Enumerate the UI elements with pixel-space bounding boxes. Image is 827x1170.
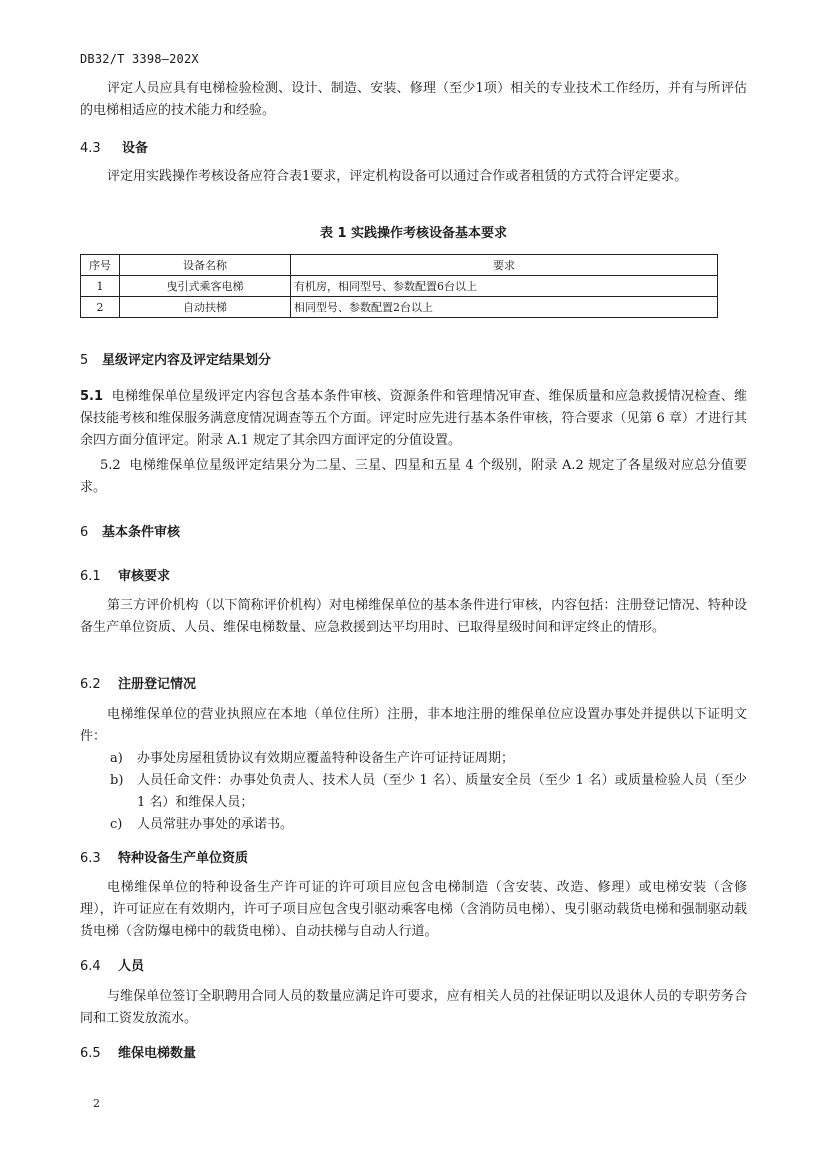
table-header-cell: 要求: [291, 255, 718, 276]
section-number: 6: [80, 525, 89, 540]
section-number: 6.1: [80, 569, 101, 584]
paragraph-5-1: [80, 386, 747, 452]
section-5-heading: [80, 349, 271, 368]
section-number: 5: [80, 353, 89, 368]
table-cell: 有机房，相同型号、参数配置6台以上: [291, 276, 718, 297]
list-item: [110, 748, 747, 770]
table-caption: 表 1 实践操作考核设备基本要求: [319, 226, 508, 241]
table-header-cell: 序号: [81, 255, 120, 276]
section-title: 特种设备生产单位资质: [118, 851, 249, 866]
section-title: 注册登记情况: [118, 677, 197, 692]
list-marker: a): [110, 751, 123, 766]
table-cell: 相同型号、参数配置2台以上: [291, 297, 718, 318]
section-number: 6.2: [80, 677, 101, 692]
list-marker: b): [110, 773, 124, 788]
table-row: [81, 297, 718, 318]
table-row: [81, 276, 718, 297]
section-6-2-paragraph: 电梯维保单位的营业执照应在本地（单位住所）注册，非本地注册的维保单位应设置办事处并提供以下证明文件：: [80, 707, 747, 744]
list-text: 人员常驻办事处的承诺书。: [137, 817, 294, 832]
paragraph-text: 电梯维保单位星级评定内容包含基本条件审核、资源条件和管理情况审查、维保质量和应急救援情况检查、维保技能考核和维保服务满意度情况调查等五个方面。评定时应先进行基本条件审核，符合要求（见第 6 章）才进行其余四方面分值评定。附录 A.1 规定了其余四方面评定的分值设置。: [80, 389, 747, 448]
list-text: 办事处房屋租赁协议有效期应覆盖特种设备生产许可证持证周期；: [137, 751, 515, 766]
intro-paragraph: 评定人员应具有电梯检验检测、设计、制造、安装、修理（至少1项）相关的专业技术工作经历，并有与所评估的电梯相适应的技术能力和经验。: [80, 81, 747, 118]
list-marker: c): [110, 817, 123, 832]
section-number: 6.5: [80, 1046, 101, 1061]
section-title: 基本条件审核: [102, 525, 181, 540]
section-4-3-heading: [80, 137, 148, 156]
section-number: 6.4: [80, 959, 101, 974]
table-cell: 2: [81, 297, 120, 318]
section-number: 4.3: [80, 141, 101, 156]
paragraph-5-2: [80, 455, 747, 499]
section-6-3-paragraph: 电梯维保单位的特种设备生产许可证的许可项目应包含电梯制造（含安装、改造、修理）或电梯安装（含修理），许可证应在有效期内，许可子项目应包含曳引驱动乘客电梯（含消防员电梯）、曳引驱动载货电梯和强制驱动载货电梯（含防爆电梯中的载货电梯）、自动扶梯与自动人行道。: [80, 880, 747, 939]
table-header-row: [81, 255, 718, 276]
list-text: 人员任命文件：办事处负责人、技术人员（至少 1 名）、质量安全员（至少 1 名）或质量检验人员（至少 1 名）和维保人员；: [137, 773, 747, 810]
section-6-5-heading: [80, 1042, 196, 1061]
table-cell: 自动扶梯: [120, 297, 291, 318]
section-number: 6.3: [80, 851, 101, 866]
page-number: 2: [93, 1097, 100, 1110]
section-6-4-heading: [80, 955, 144, 974]
section-4-3-paragraph: 评定用实践操作考核设备应符合表1要求，评定机构设备可以通过合作或者租赁的方式符合评定要求。: [107, 169, 688, 184]
section-6-3-heading: [80, 847, 248, 866]
section-title: 审核要求: [118, 569, 171, 584]
table-cell: 1: [81, 276, 120, 297]
table-header-cell: 设备名称: [120, 255, 291, 276]
paragraph-number: 5.2: [100, 458, 121, 473]
section-6-1-heading: [80, 565, 170, 584]
table-cell: 曳引式乘客电梯: [120, 276, 291, 297]
paragraph-text: 电梯维保单位星级评定结果分为二星、三星、四星和五星 4 个级别，附录 A.2 规定了各星级对应总分值要求。: [80, 458, 748, 495]
list-item: [110, 770, 747, 814]
section-title: 设备: [122, 141, 149, 156]
section-6-heading: [80, 521, 180, 540]
section-6-1-paragraph: 第三方评价机构（以下简称评价机构）对电梯维保单位的基本条件进行审核，内容包括：注册登记情况、特种设备生产单位资质、人员、维保电梯数量、应急救援到达平均用时、已取得星级时间和评定终止的情形。: [80, 598, 747, 635]
section-6-2-heading: [80, 673, 196, 692]
section-title: 星级评定内容及评定结果划分: [102, 353, 272, 368]
section-title: 人员: [118, 959, 145, 974]
section-title: 维保电梯数量: [118, 1046, 197, 1061]
equipment-table: [80, 254, 718, 318]
paragraph-number: 5.1: [80, 389, 104, 404]
section-6-4-paragraph: 与维保单位签订全职聘用合同人员的数量应满足许可要求，应有相关人员的社保证明以及退休人员的专职劳务合同和工资发放流水。: [80, 989, 747, 1026]
document-header: DB32/T 3398—202X: [80, 52, 199, 66]
list-item: [110, 814, 747, 836]
